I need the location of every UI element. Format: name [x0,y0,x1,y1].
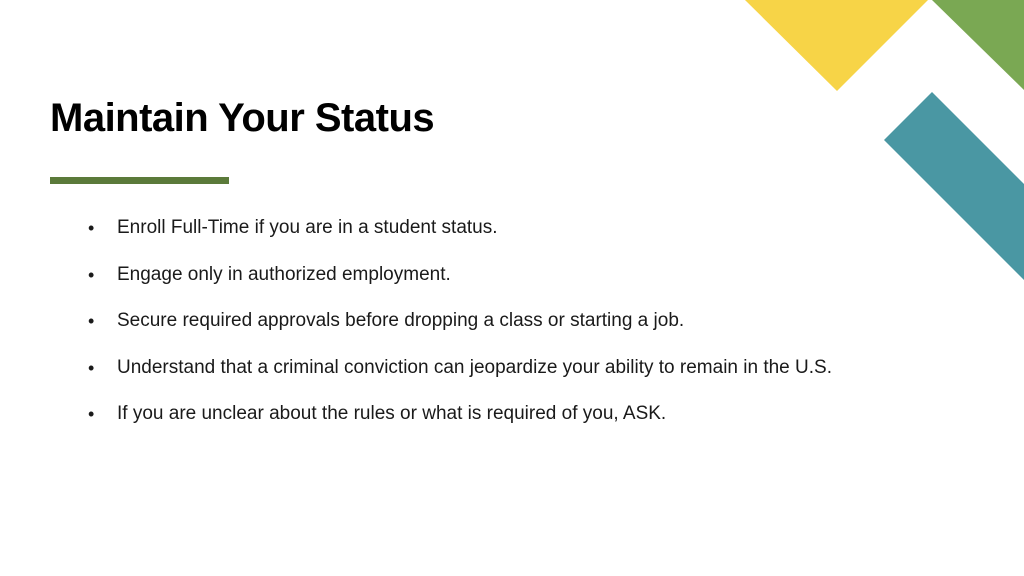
yellow-triangle [745,0,928,91]
green-shape [932,0,1024,90]
bullet-text: If you are unclear about the rules or what is required of you, ASK. [117,403,667,424]
bullet-icon: • [88,311,95,331]
title-underline [50,177,229,184]
bullet-icon: • [88,404,95,424]
bullet-item [88,214,832,261]
bullet-text: Engage only in authorized employment. [117,263,451,285]
bullet-item [88,400,832,447]
bullet-icon: • [88,357,95,378]
bullet-item [88,354,832,401]
bullet-item [88,307,832,354]
bullet-text: Understand that a criminal conviction can jeopardize your ability to remain in the U.S. [117,356,832,378]
bullet-icon: • [88,264,95,285]
bullet-item [88,261,832,308]
bullet-text: Enroll Full-Time if you are in a student status. [117,217,498,238]
bullet-icon: • [88,218,95,238]
teal-band [884,92,1024,280]
bullet-list [88,214,832,447]
slide-title: Maintain Your Status [50,96,435,140]
bullet-text: Secure required approvals before dropping a class or starting a job. [117,310,685,331]
